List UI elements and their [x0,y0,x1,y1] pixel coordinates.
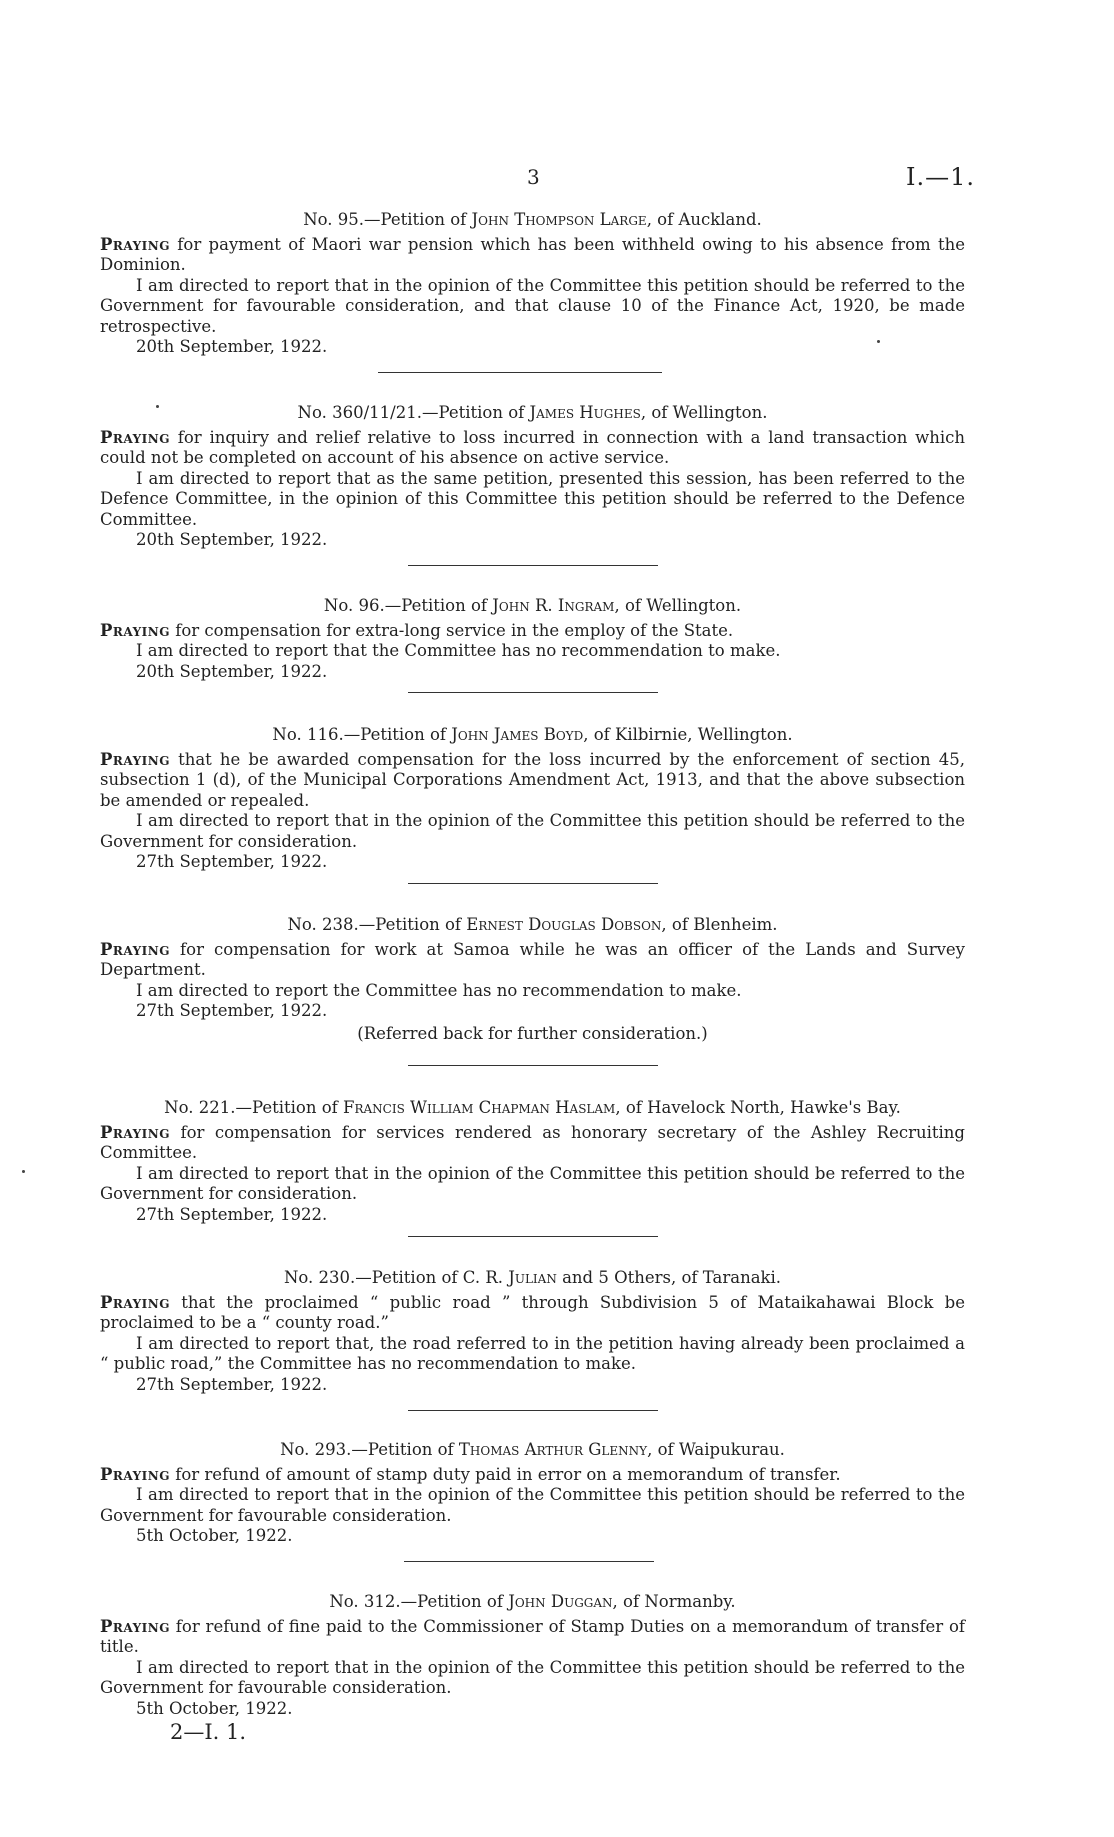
report-date: 20th September, 1922. [136,530,328,549]
petitioner-name: John Thompson Large [471,210,647,229]
section-divider [408,1410,658,1411]
report-paragraph: I am directed to report that in the opinion of the Committee this petition should be referred to the Government for favourable consideration. [100,1657,965,1697]
petition-heading: No. 96.—Petition of John R. Ingram, of Wellington. [323,596,742,615]
page-number: 3 [527,165,540,189]
petition-heading: No. 293.—Petition of Thomas Arthur Glenny, of Waipukurau. [280,1440,785,1459]
report-date: 20th September, 1922. [136,661,328,681]
section-divider [378,372,662,373]
petition-number: No. 230. [283,1268,356,1287]
petitioner-name: John Duggan [508,1592,613,1611]
report-paragraph: I am directed to report that in the opinion of the Committee this petition should be referred to the Government for favourable consideration, and that clause 10 of the Finance Act, 1920, be made retrospective. [100,275,965,336]
petitioner-name: Ernest Douglas Dobson [466,915,662,934]
scan-speck [877,340,880,343]
referral-note: (Referred back for further consideration.) [357,1023,708,1043]
praying-paragraph: Praying for refund of fine paid to the Commissioner of Stamp Duties on a memorandum of transfer of title. [100,1616,965,1656]
petition-number: No. 95. [303,210,364,229]
petition-heading: No. 221.—Petition of Francis William Chapman Haslam, of Havelock North, Hawke's Bay. [164,1098,901,1117]
petition-heading: No. 116.—Petition of John James Boyd, of Kilbirnie, Wellington. [272,725,793,744]
praying-paragraph: Praying that the proclaimed “ public road ” through Subdivision 5 of Mataikahawai Block be proclaimed to be a “ county road.” [100,1292,965,1332]
petition-heading: No. 230.—Petition of C. R. Julian and 5 Others, of Taranaki. [283,1268,782,1287]
section-divider [408,692,658,693]
report-date: 5th October, 1922. [136,1526,293,1545]
praying-paragraph: Praying for compensation for work at Samoa while he was an officer of the Lands and Survey Department. [100,939,965,979]
petition-heading: No. 312.—Petition of John Duggan, of Normanby. [329,1592,736,1611]
praying-paragraph: Praying for refund of amount of stamp duty paid in error on a memorandum of transfer. [100,1464,841,1484]
petition-number: No. 96. [323,596,385,615]
scan-speck [156,405,159,408]
petition-heading: No. 360/11/21.—Petition of James Hughes, of Wellington. [297,403,768,422]
petitioner-name: Thomas Arthur Glenny [458,1440,648,1459]
report-date: 27th September, 1922. [136,1374,328,1394]
petition-entry [100,1098,965,1225]
report-date: 20th September, 1922. [136,337,328,356]
petition-entry [100,1440,965,1547]
report-date: 27th September, 1922. [136,1204,328,1224]
report-paragraph: I am directed to report that in the opinion of the Committee this petition should be referred to the Government for favourable consideration. [100,1485,965,1525]
section-divider [408,1065,658,1066]
petition-number: No. 360/11/21. [297,403,422,422]
section-divider [408,1236,658,1237]
report-paragraph: I am directed to report the Committee has no recommendation to make. [136,980,742,1000]
report-paragraph: I am directed to report that as the same petition, presented this session, has been referred to the Defence Committee, in the opinion of this Committee this petition should be referred to the Defence Committee. [100,468,965,529]
petitioner-name: James Hughes [529,403,641,422]
report-date: 27th September, 1922. [136,1001,328,1020]
petition-number: No. 312. [329,1592,401,1611]
petition-entry [100,725,965,873]
document-reference: I.—1. [906,163,976,191]
petition-entry [100,210,965,358]
report-paragraph: I am directed to report that in the opinion of the Committee this petition should be referred to the Government for consideration. [100,811,965,851]
signature-mark: 2—I. 1. [170,1720,247,1744]
petition-entry [100,403,965,551]
section-divider [404,1561,654,1562]
petition-heading: No. 238.—Petition of Ernest Douglas Dobson, of Blenheim. [287,915,778,934]
petition-entry [100,1592,965,1719]
report-paragraph: I am directed to report that in the opinion of the Committee this petition should be referred to the Government for consideration. [100,1163,965,1203]
praying-paragraph: Praying for compensation for services rendered as honorary secretary of the Ashley Recruiting Committee. [100,1122,965,1162]
petition-heading: No. 95.—Petition of John Thompson Large, of Auckland. [303,210,762,229]
petition-entry [100,1268,965,1395]
petition-number: No. 238. [287,915,359,934]
petitioner-name: John R. Ingram [492,596,615,615]
praying-paragraph: Praying for inquiry and relief relative to loss incurred in connection with a land transaction which could not be completed on account of his absence on active service. [100,427,965,467]
petition-entry [100,915,965,1044]
petitioner-name: C. R. Julian [462,1268,557,1287]
praying-paragraph: Praying for compensation for extra-long service in the employ of the State. [100,620,734,640]
petition-entry [100,596,965,682]
scan-speck [22,1170,25,1173]
praying-paragraph: Praying for payment of Maori war pension which has been withheld owing to his absence from the Dominion. [100,234,965,274]
petitioner-name: Francis William Chapman Haslam [343,1098,616,1117]
petition-number: No. 221. [164,1098,236,1117]
section-divider [408,565,658,566]
petition-number: No. 293. [280,1440,352,1459]
petition-number: No. 116. [272,725,344,744]
section-divider [408,883,658,884]
report-date: 5th October, 1922. [136,1698,293,1718]
praying-paragraph: Praying that he be awarded compensation for the loss incurred by the enforcement of section 45, subsection 1 (d), of the Municipal Corporations Amendment Act, 1913, and that the above subsection be amended or repealed. [100,749,965,810]
report-date: 27th September, 1922. [136,852,328,871]
report-paragraph: I am directed to report that, the road referred to in the petition having already been proclaimed a “ public road,” the Committee has no recommendation to make. [100,1333,965,1373]
report-paragraph: I am directed to report that the Committee has no recommendation to make. [136,641,781,660]
petitioner-name: John James Boyd [451,725,584,744]
